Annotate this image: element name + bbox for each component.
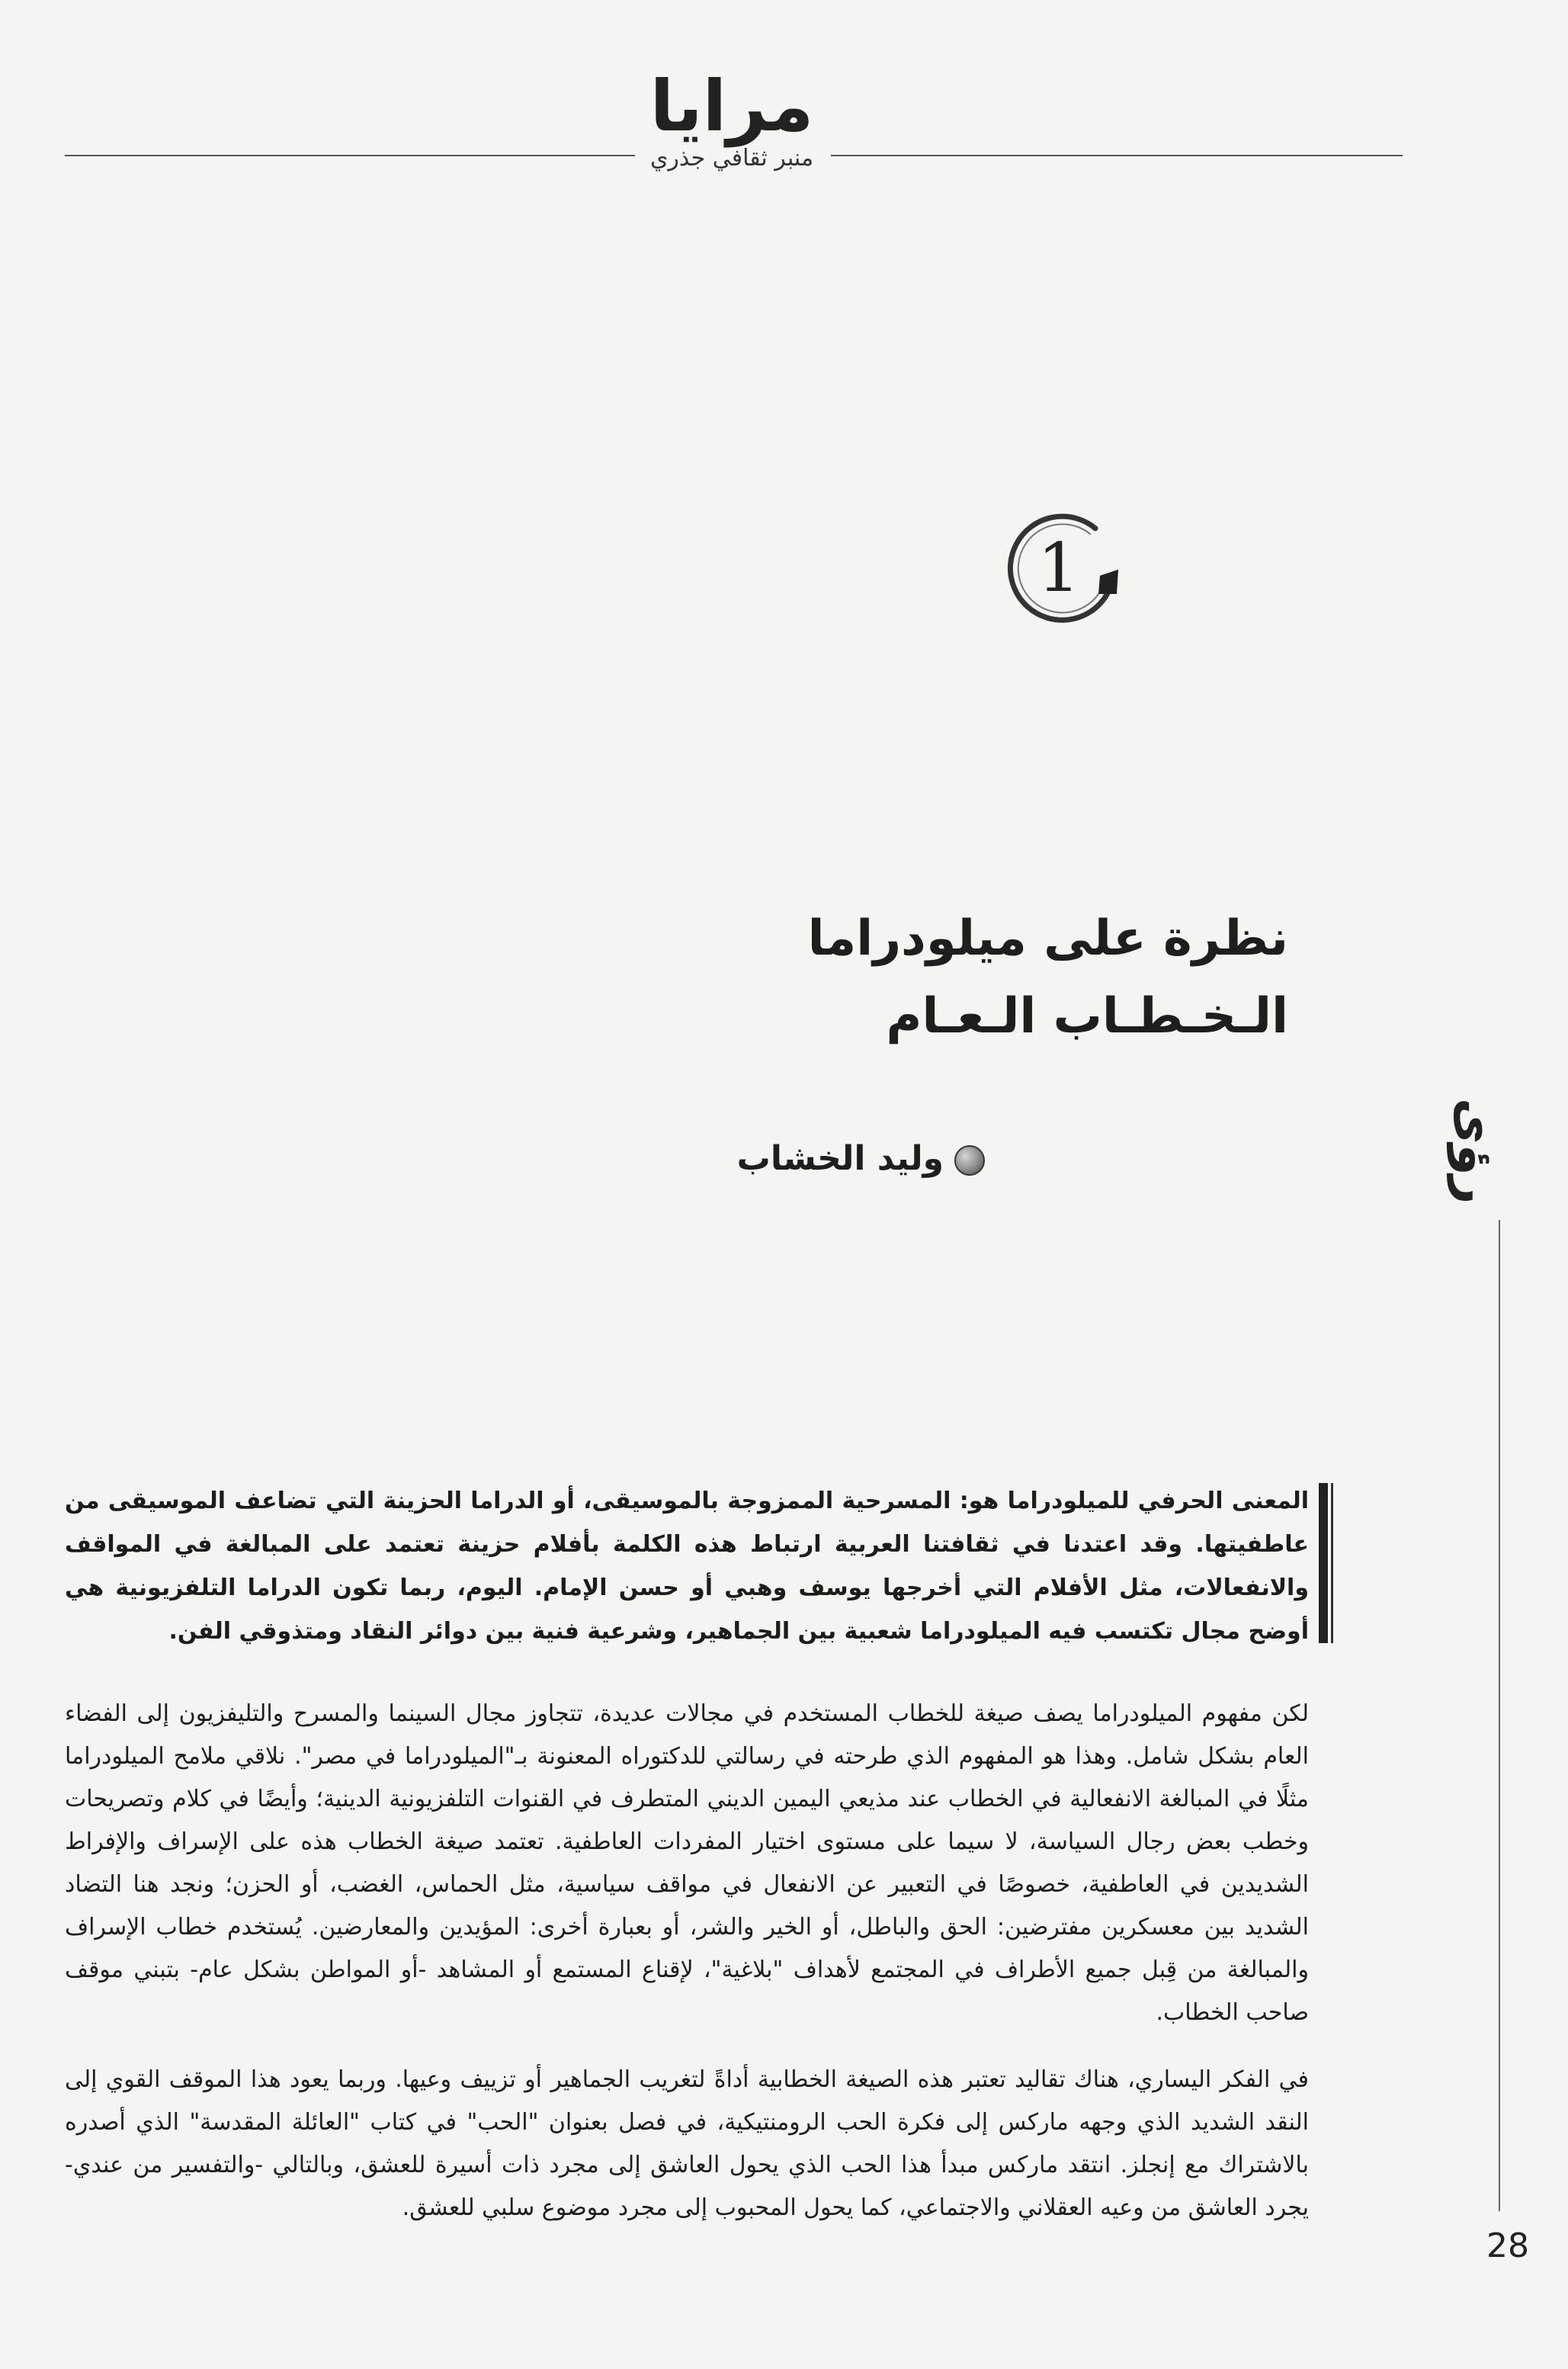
- masthead: [0, 61, 1568, 183]
- body-paragraph-1: [65, 1693, 1309, 2034]
- paragraph-1-text: لكن مفهوم الميلودراما يصف صيغة للخطاب المستخدم في مجالات عديدة، تتجاوز مجال السينما والمسرح والتليفزيون إلى الفضاء العام بشكل شامل. وهذا هو المفهوم الذي طرحته في رسالتي للدكتوراه المعنونة بـ"الميلودراما في مصر". نلاقي ملامح الميلودراما مثلًا في المبالغة الانفعالية في الخطاب عند مذيعي اليمين الديني المتطرف في القنوات التلفزيونية الدينية؛ وأيضًا في كلام وتصريحات وخطب بعض رجال السياسة، لا سيما على مستوى اختيار المفردات العاطفية. تعتمد صيغة الخطاب هذه على الإسراف والإفراط الشديدين في العاطفية، خصوصًا في التعبير عن الانفعال في مواقف سياسية، مثل الحماس، الغضب، أو الحزن؛ ونجد هنا التضاد الشديد بين معسكرين مفترضين: الحق والباطل، أو الخير والشر، أو بعبارة أخرى: المؤيدين والمعارضين. يُستخدم خطاب الإسراف والمبالغة من قِبل جميع الأطراف في المجتمع لأهداف "بلاغية"، لإقناع المستمع أو المشاهد -أو المواطن بشكل عام- بتبني موقف صاحب الخطاب.: [65, 1700, 1309, 2026]
- masthead-rule-right: [831, 155, 1403, 156]
- magazine-title: مرايا: [649, 66, 814, 147]
- intro-paragraph: [65, 1479, 1309, 1653]
- article-title-line-2: الـخـطـاب الـعـام: [886, 988, 1288, 1045]
- intro-quote-bar: [1319, 1483, 1328, 1643]
- article-title-line-1: نظرة على ميلودراما: [807, 910, 1288, 967]
- author-byline: [686, 1132, 985, 1186]
- article-title: [686, 900, 1288, 1055]
- intro-quote-bar-thin: [1331, 1483, 1333, 1643]
- intro-text: المعنى الحرفي للميلودراما هو: المسرحية الممزوجة بالموسيقى، أو الدراما الحزينة التي تضاعف الموسيقى من عاطفيتها. وقد اعتدنا في ثقافتنا العربية ارتباط هذه الكلمة بأفلام حزينة تعتمد على المبالغة في المواقف والانفعالات، مثل الأفلام التي أخرجها يوسف وهبي أو حسن الإمام. اليوم، ربما تكون الدراما التلفزيونية هي أوضح مجال تكتسب فيه الميلودراما شعبية بين الجماهير، وشرعية فنية بين دوائر النقاد ومتذوقي الفن.: [65, 1488, 1309, 1645]
- article-number-badge: [995, 499, 1132, 637]
- body-paragraph-2: [65, 2059, 1309, 2229]
- globe-icon: [954, 1145, 985, 1176]
- paragraph-2-text: في الفكر اليساري، هناك تقاليد تعتبر هذه الصيغة الخطابية أداةً لتغريب الجماهير أو تزييف وعيها. وربما يعود هذا الموقف القوي إلى النقد الشديد الذي وجهه ماركس إلى فكرة الحب الرومنتيكية، في فصل بعنوان "الحب" في كتاب "العائلة المقدسة" الذي أصدره بالاشتراك مع إنجلز. انتقد ماركس مبدأ هذا الحب الذي يحول العاشق إلى مجرد ذات أسيرة للعشق، وبالتالي -والتفسير من عندي- يجرد العاشق من وعيه العقلاني والاجتماعي، كما يحول المحبوب إلى مجرد موضوع سلبي للعشق.: [65, 2066, 1309, 2221]
- masthead-rule-left: [65, 155, 635, 156]
- section-label: رؤى: [1447, 1098, 1505, 1205]
- article-number: 1: [1037, 528, 1080, 607]
- page-number: 28: [1486, 2226, 1529, 2265]
- number-circle-icon: [995, 499, 1132, 637]
- section-vertical-rule: [1499, 1220, 1500, 2211]
- author-name: وليد الخشاب: [736, 1139, 944, 1178]
- magazine-subtitle: منبر ثقافي جذري: [649, 145, 814, 172]
